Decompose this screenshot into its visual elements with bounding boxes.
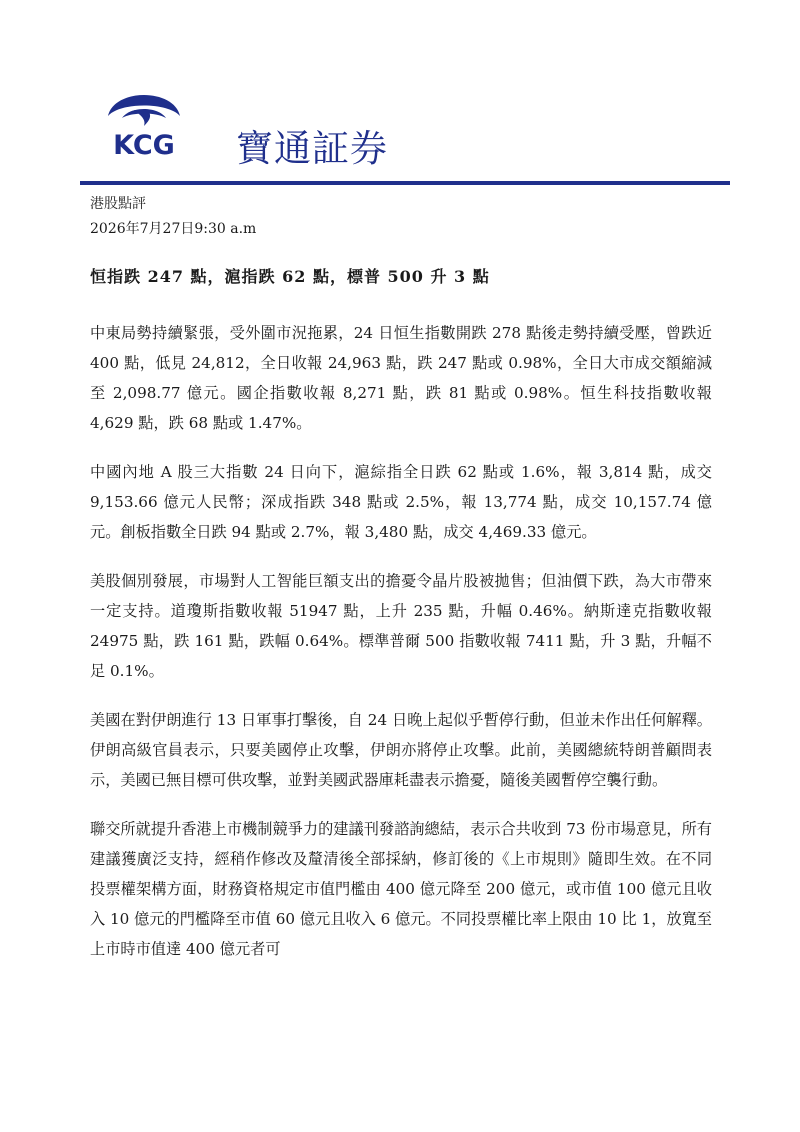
document-header <box>0 0 800 200</box>
paragraph-us-stocks: 美股個別發展，市場對人工智能巨額支出的擔憂令晶片股被拋售；但油價下跌，為大市帶來一定支持。道瓊斯指數收報 51947 點，上升 235 點，升幅 0.46%。納斯達克指數收報 24975 點，跌 161 點，跌幅 0.64%。標準普爾 500 指數收報 7411 點，升 3 點，升幅不足 0.1%。 <box>90 572 712 680</box>
kcg-logo <box>104 86 184 158</box>
article-body <box>90 318 712 983</box>
report-meta <box>90 192 256 242</box>
paragraph-a-shares: 中國內地 A 股三大指數 24 日向下，滬綜指全日跌 62 點或 1.6%，報 3,814 點，成交 9,153.66 億元人民幣；深成指跌 348 點或 2.5%，報 13,774 點，成交 10,157.74 億元。創板指數全日跌 94 點或 2.7%，報 3,480 點，成交 4,469.33 億元。 <box>90 463 712 541</box>
paragraph-hkex-listing: 聯交所就提升香港上市機制競爭力的建議刊發諮詢總結，表示合共收到 73 份市場意見，所有建議獲廣泛支持，經稍作修改及釐清後全部採納，修訂後的《上市規則》隨即生效。在不同投票權架構方面，財務資格規定市值門檻由 400 億元降至 200 億元，或市值 100 億元且收入 10 億元的門檻降至市值 60 億元且收入 6 億元。不同投票權比率上限由 10 比 1，放寬至上市時市值達 400 億元者可 <box>90 820 712 958</box>
brand-name: 寶通証券 <box>236 127 388 170</box>
report-datetime: 2026年7月27日9:30 a.m <box>90 221 257 237</box>
logo-text: KCG <box>113 130 175 158</box>
headline: 恒指跌 247 點，滬指跌 62 點，標普 500 升 3 點 <box>90 267 490 286</box>
header-divider <box>80 181 730 185</box>
paragraph-us-iran: 美國在對伊朗進行 13 日軍事打擊後，自 24 日晚上起似乎暫停行動，但並未作出任何解釋。伊朗高級官員表示，只要美國停止攻擊，伊朗亦將停止攻擊。此前，美國總統特朗普顧問表示，美國已無目標可供攻擊，並對美國武器庫耗盡表示擔憂，隨後美國暫停空襲行動。 <box>90 711 712 789</box>
paragraph-hk-market: 中東局勢持續緊張，受外圍市況拖累，24 日恒生指數開跌 278 點後走勢持續受壓，曾跌近 400 點，低見 24,812，全日收報 24,963 點，跌 247 點或 0.98%，全日大市成交額縮減至 2,098.77 億元。國企指數收報 8,271 點，跌 81 點或 0.98%。恒生科技指數收報 4,629 點，跌 68 點或 1.47%。 <box>90 324 712 432</box>
report-category: 港股點評 <box>90 196 146 212</box>
